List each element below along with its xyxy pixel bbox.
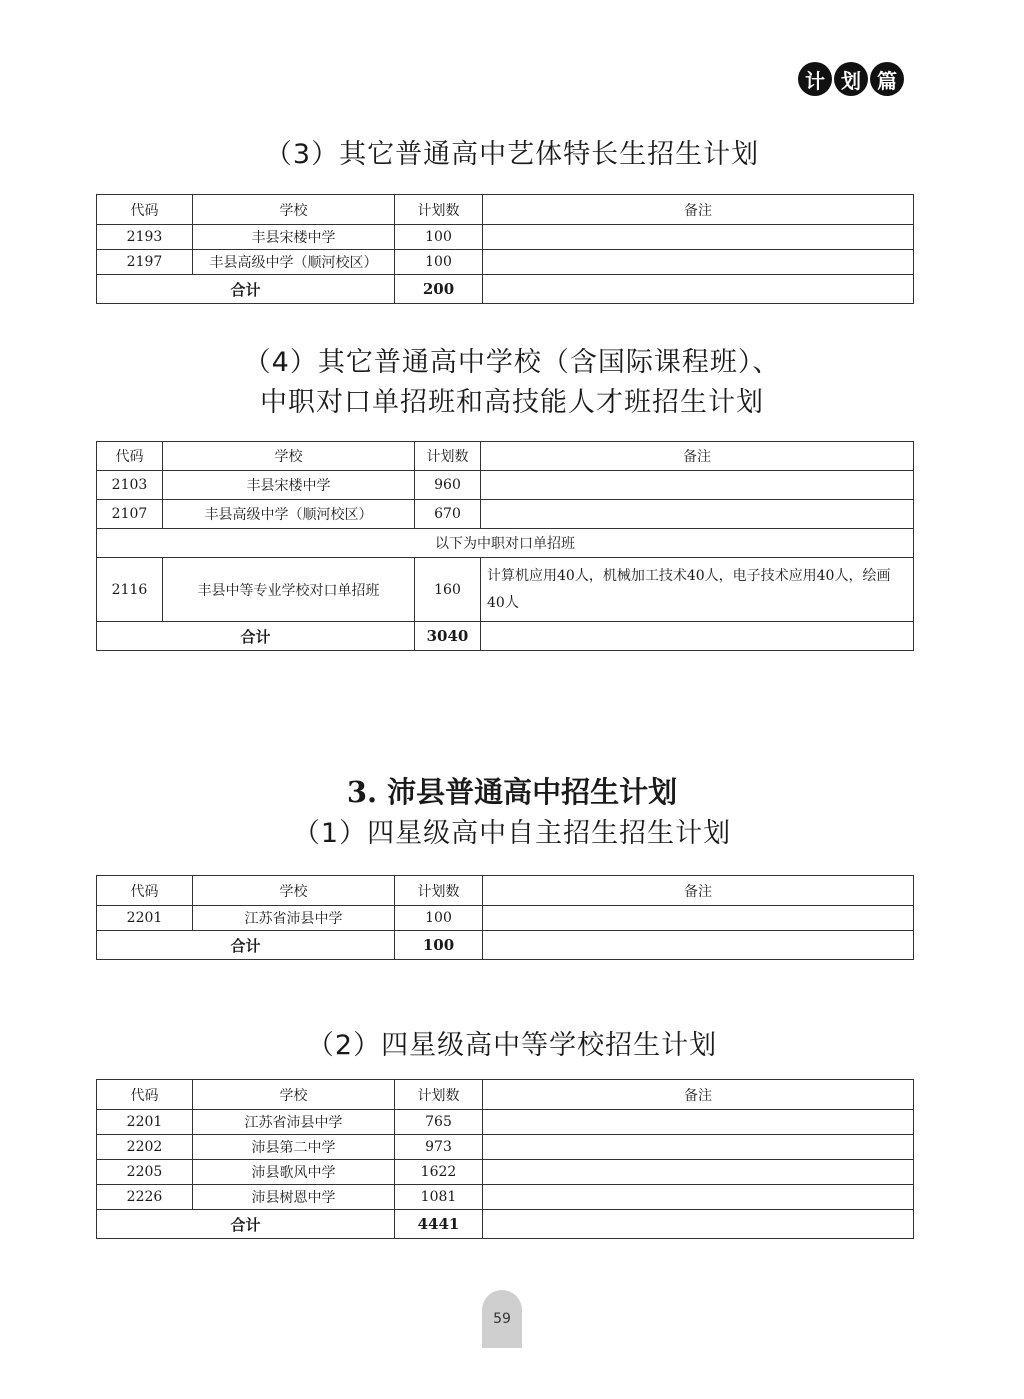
total-row <box>97 1210 914 1239</box>
total-row <box>97 931 914 960</box>
total-label: 合计 <box>97 1210 395 1239</box>
section-heading: （4）其它普通高中学校（含国际课程班）、 <box>243 347 781 378</box>
table-row <box>97 1110 914 1135</box>
table-row <box>97 906 914 931</box>
total-label: 合计 <box>97 275 395 304</box>
table-row <box>97 1160 914 1185</box>
section-badge <box>798 62 904 96</box>
column-header: 代码 <box>97 876 193 906</box>
column-header: 学校 <box>163 442 415 471</box>
note-cell <box>483 1210 914 1239</box>
note-cell <box>481 622 914 651</box>
column-header: 代码 <box>97 442 163 471</box>
school-cell: 江苏省沛县中学 <box>193 1110 395 1135</box>
count-cell: 160 <box>415 558 481 622</box>
count-cell: 765 <box>395 1110 483 1135</box>
column-header: 计划数 <box>395 195 483 225</box>
section-heading: 中职对口单招班和高技能人才班招生计划 <box>260 387 764 418</box>
count-cell: 100 <box>395 906 483 931</box>
divider-row <box>97 529 914 558</box>
count-cell: 100 <box>395 225 483 250</box>
school-cell: 沛县歌风中学 <box>193 1160 395 1185</box>
note-cell <box>483 1185 914 1210</box>
count-cell: 670 <box>415 500 481 529</box>
column-header: 备注 <box>483 195 914 225</box>
count-cell: 100 <box>395 250 483 275</box>
note-cell <box>483 225 914 250</box>
code-cell: 2107 <box>97 500 163 529</box>
code-cell: 2201 <box>97 1110 193 1135</box>
count-cell: 1622 <box>395 1160 483 1185</box>
school-cell: 丰县宋楼中学 <box>193 225 395 250</box>
table-row <box>97 250 914 275</box>
table-row <box>97 558 914 622</box>
table-row <box>97 1185 914 1210</box>
column-header: 计划数 <box>415 442 481 471</box>
total-label: 合计 <box>97 931 395 960</box>
note-cell <box>483 250 914 275</box>
note-cell <box>481 471 914 500</box>
table-header-row <box>97 442 914 471</box>
table-row <box>97 500 914 529</box>
badge-char: 篇 <box>870 62 904 96</box>
total-label: 合计 <box>97 622 415 651</box>
column-header: 学校 <box>193 195 395 225</box>
note-cell <box>481 500 914 529</box>
plan-table <box>96 441 914 651</box>
code-cell: 2226 <box>97 1185 193 1210</box>
count-cell: 960 <box>415 471 481 500</box>
code-cell: 2193 <box>97 225 193 250</box>
total-value: 4441 <box>395 1210 483 1239</box>
column-header: 计划数 <box>395 876 483 906</box>
section-heading: （1）四星级高中自主招生招生计划 <box>292 818 732 849</box>
total-row <box>97 275 914 304</box>
column-header: 备注 <box>483 876 914 906</box>
note-cell: 计算机应用40人，机械加工技术40人，电子技术应用40人，绘画40人 <box>481 558 914 622</box>
code-cell: 2103 <box>97 471 163 500</box>
total-value: 100 <box>395 931 483 960</box>
divider-label: 以下为中职对口单招班 <box>97 529 914 558</box>
badge-char: 计 <box>798 62 832 96</box>
total-value: 3040 <box>415 622 481 651</box>
column-header: 代码 <box>97 195 193 225</box>
column-header: 代码 <box>97 1080 193 1110</box>
school-cell: 江苏省沛县中学 <box>193 906 395 931</box>
table-row <box>97 471 914 500</box>
count-cell: 973 <box>395 1135 483 1160</box>
column-header: 备注 <box>483 1080 914 1110</box>
table-row <box>97 225 914 250</box>
school-cell: 沛县树恩中学 <box>193 1185 395 1210</box>
school-cell: 丰县高级中学（顺河校区） <box>193 250 395 275</box>
code-cell: 2116 <box>97 558 163 622</box>
total-row <box>97 622 914 651</box>
table-header-row <box>97 876 914 906</box>
badge-char: 划 <box>834 62 868 96</box>
plan-table <box>96 875 914 960</box>
column-header: 计划数 <box>395 1080 483 1110</box>
plan-table <box>96 1079 914 1239</box>
note-cell <box>483 1110 914 1135</box>
column-header: 备注 <box>481 442 914 471</box>
note-cell <box>483 1135 914 1160</box>
note-cell <box>483 931 914 960</box>
page-number: 59 <box>482 1290 522 1348</box>
page-title: 3. 沛县普通高中招生计划 <box>346 775 678 809</box>
count-cell: 1081 <box>395 1185 483 1210</box>
column-header: 学校 <box>193 1080 395 1110</box>
code-cell: 2197 <box>97 250 193 275</box>
plan-table <box>96 194 914 304</box>
table-header-row <box>97 1080 914 1110</box>
code-cell: 2205 <box>97 1160 193 1185</box>
note-cell <box>483 906 914 931</box>
note-cell <box>483 275 914 304</box>
code-cell: 2202 <box>97 1135 193 1160</box>
school-cell: 丰县中等专业学校对口单招班 <box>163 558 415 622</box>
total-value: 200 <box>395 275 483 304</box>
school-cell: 丰县高级中学（顺河校区） <box>163 500 415 529</box>
school-cell: 沛县第二中学 <box>193 1135 395 1160</box>
code-cell: 2201 <box>97 906 193 931</box>
note-cell <box>483 1160 914 1185</box>
table-row <box>97 1135 914 1160</box>
section-heading: （2）四星级高中等学校招生计划 <box>306 1030 718 1061</box>
school-cell: 丰县宋楼中学 <box>163 471 415 500</box>
section-heading: （3）其它普通高中艺体特长生招生计划 <box>264 139 760 170</box>
column-header: 学校 <box>193 876 395 906</box>
table-header-row <box>97 195 914 225</box>
